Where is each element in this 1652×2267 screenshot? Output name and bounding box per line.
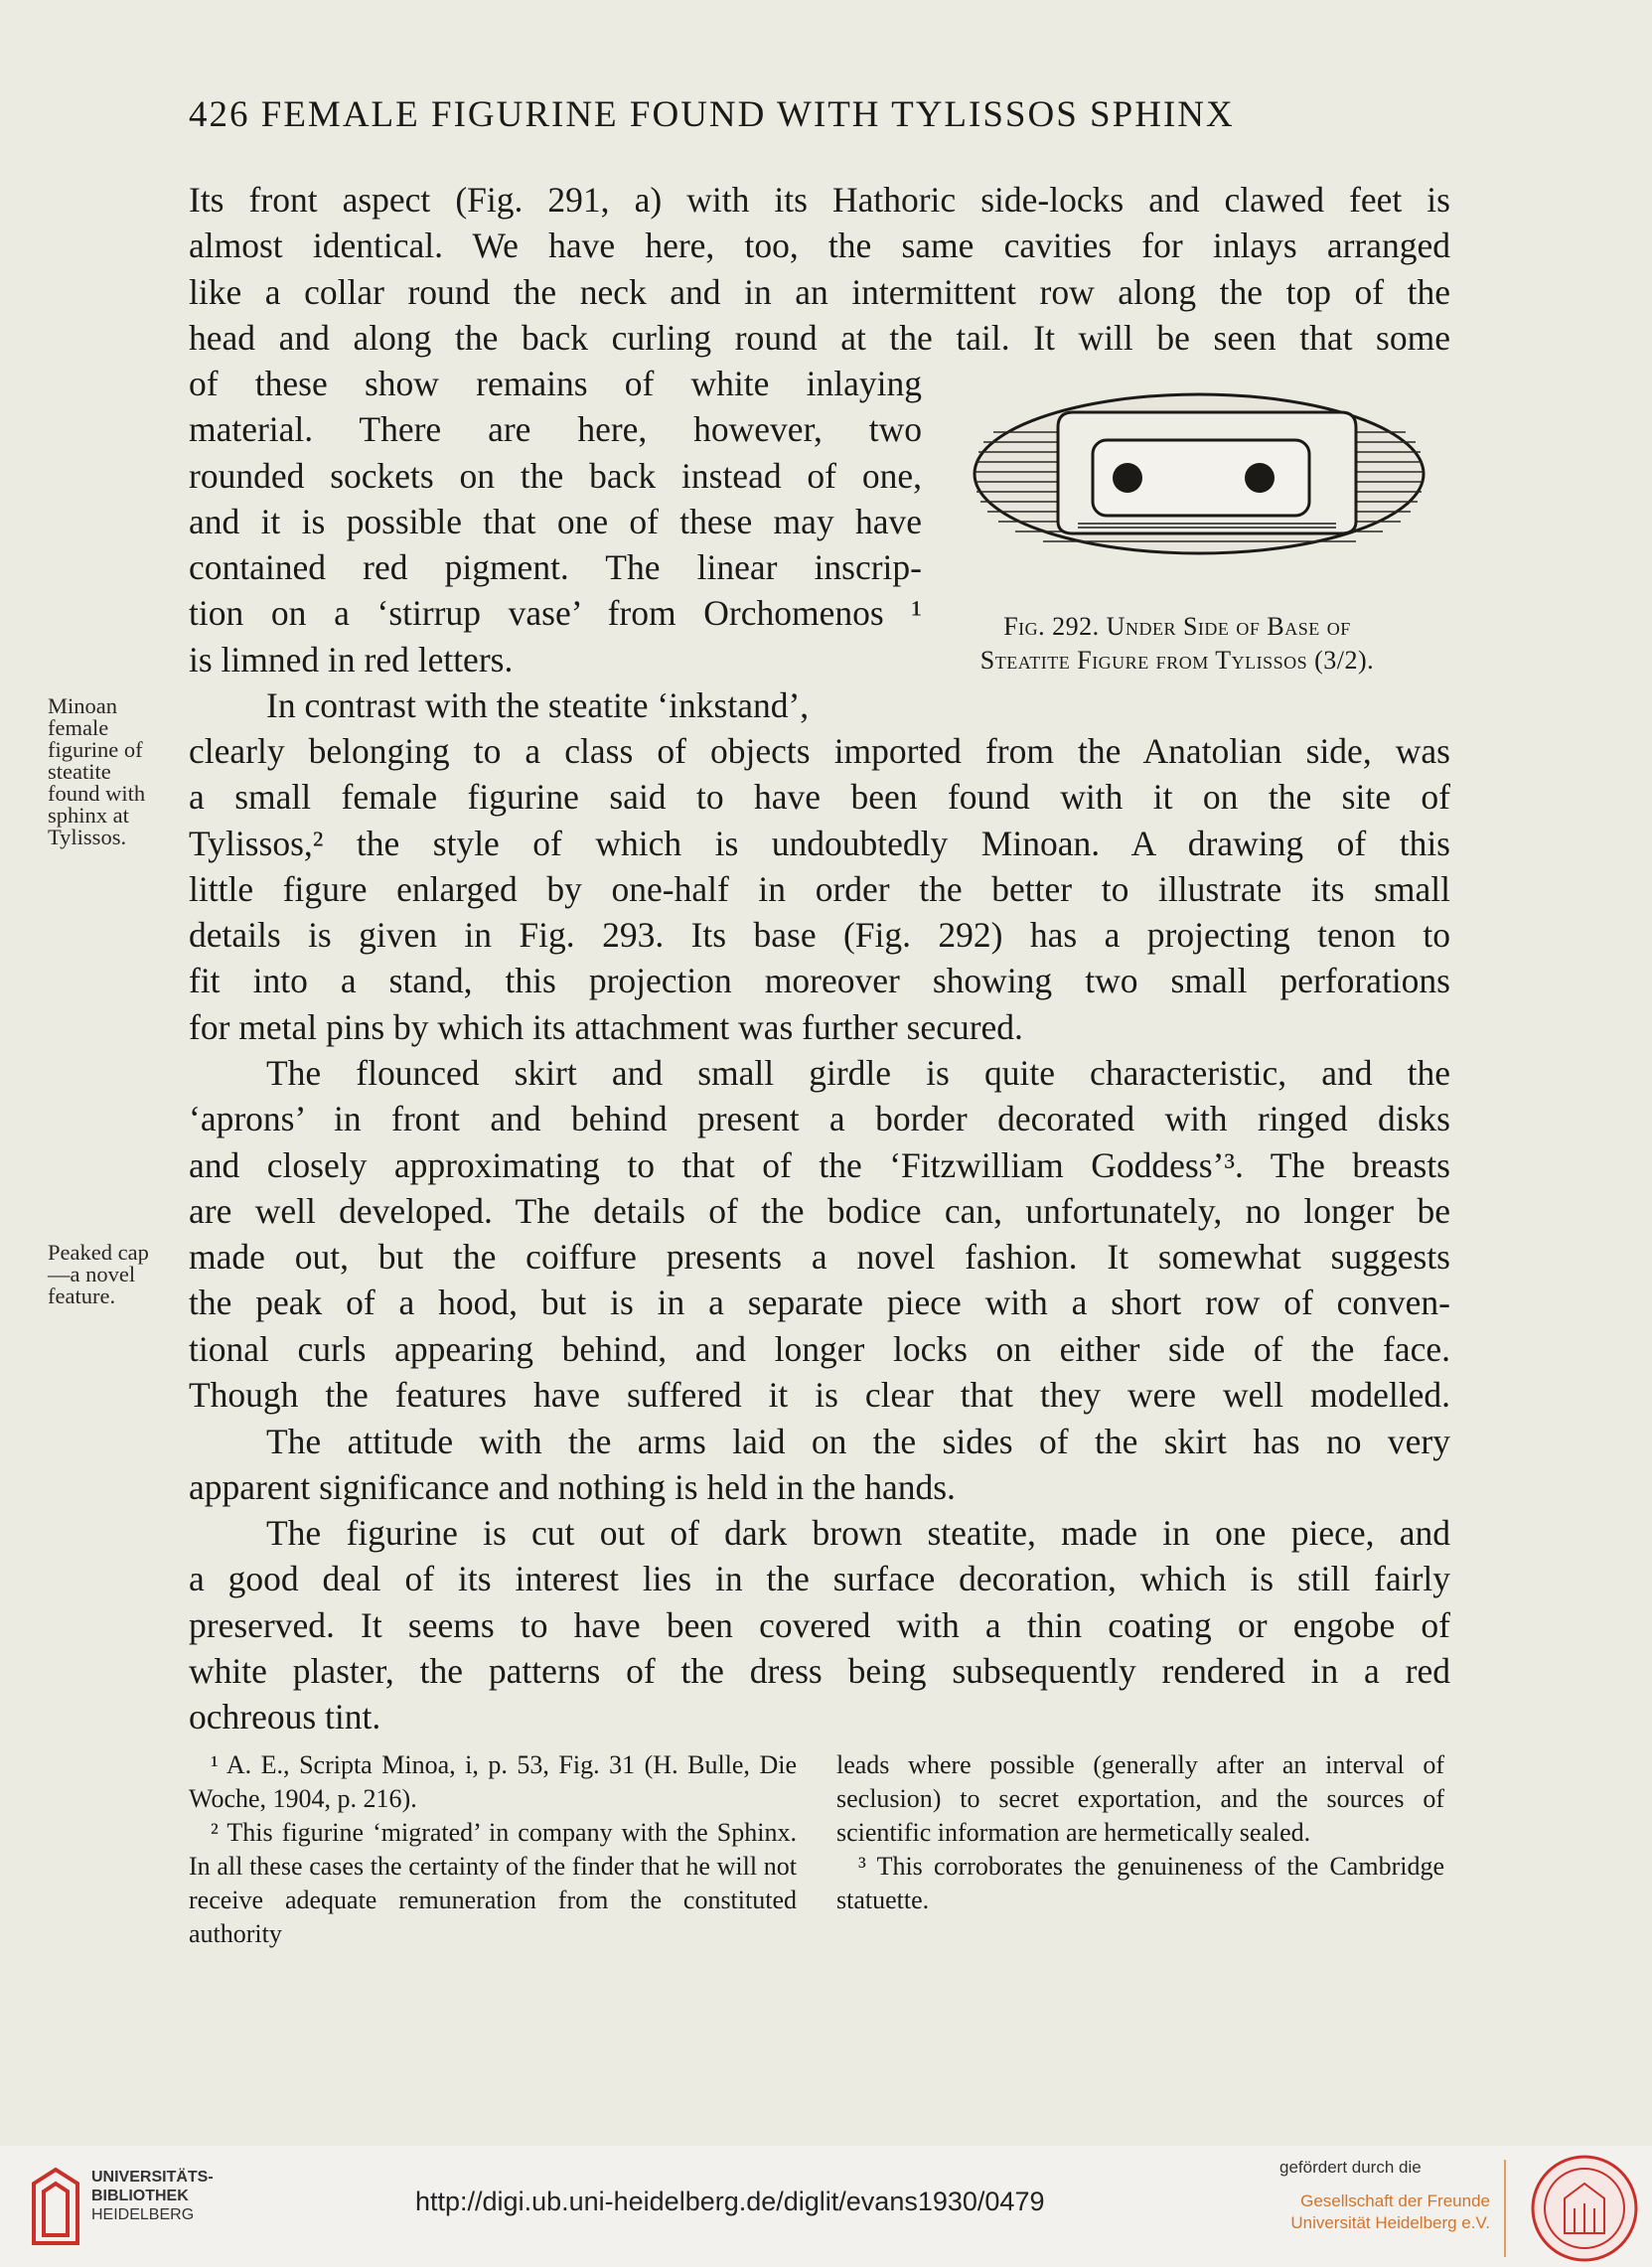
footnote-3: ³ This corroborates the genuineness of the Cambridge statuette. xyxy=(836,1852,1444,1914)
footnote-column-left xyxy=(189,1748,797,1951)
text-line: a small female figurine said to have been found with it on the site of xyxy=(189,777,1450,818)
text-line: tion on a ‘stirrup vase’ from Orchomenos ¹ xyxy=(189,593,922,634)
footer-divider xyxy=(1504,2160,1506,2257)
caption-line: Steatite Figure from Tylissos (3/2). xyxy=(979,646,1375,675)
text-line: clearly belonging to a class of objects imported from the Anatolian side, was xyxy=(189,731,1450,771)
text-line: fit into a stand, this projection moreover showing two small perforations xyxy=(189,961,1450,1001)
footnote-column-right xyxy=(836,1748,1444,1917)
library-name-line: BIBLIOTHEK xyxy=(91,2188,189,2204)
text-line: The figurine is cut out of dark brown steatite, made in one piece, and xyxy=(266,1513,1450,1553)
society-line: Universität Heidelberg e.V. xyxy=(1290,2213,1490,2232)
text-line: The flounced skirt and small girdle is quite characteristic, and the xyxy=(266,1053,1450,1093)
paragraph-1 xyxy=(189,177,1450,361)
footnote-2-continued: leads where possible (generally after an interval of seclusion) to secret exportation, and the sources of scientific information are hermetically sealed. xyxy=(836,1750,1444,1847)
footnote-2: ² This figurine ‘migrated’ in company with the Sphinx. In all these cases the certainty of the finder that he will not receive adequate remuneration from the constituted authority xyxy=(189,1818,797,1948)
paragraph-2-first xyxy=(189,682,922,728)
permalink-url[interactable]: http://digi.ub.uni-heidelberg.de/diglit/evans1930/0479 xyxy=(415,2187,1045,2216)
text-line: ochreous tint. xyxy=(189,1697,381,1738)
text-line: are well developed. The details of the bodice can, unfortunately, no longer be xyxy=(189,1190,1450,1231)
library-logo-icon xyxy=(26,2164,85,2251)
paragraph-3 xyxy=(189,1050,1450,1418)
paragraph-4 xyxy=(189,1419,1450,1511)
text-line: and closely approximating to that of the ‘Fitzwilliam Goddess’³. The breasts xyxy=(189,1144,1450,1185)
text-line: a good deal of its interest lies in the surface decoration, which is still fairly xyxy=(189,1559,1450,1599)
paragraph-2 xyxy=(189,728,1450,1050)
text-line: Tylissos,² the style of which is undoubtedly Minoan. A drawing of this xyxy=(189,823,1450,863)
text-line: tional curls appearing behind, and longer locks on either side of the face. xyxy=(189,1328,1450,1369)
university-seal-icon xyxy=(1530,2154,1639,2263)
text-line: the peak of a hood, but is in a separate piece with a short row of conven- xyxy=(189,1283,1450,1323)
margin-note-minoan: Minoan female figurine of steatite found with sphinx at Tylissos. xyxy=(48,693,146,849)
footnote-1: ¹ A. E., Scripta Minoa, i, p. 53, Fig. 31 (H. Bulle, Die Woche, 1904, p. 216). xyxy=(189,1750,797,1813)
text-line: of these show remains of white inlaying xyxy=(189,364,922,403)
society-name xyxy=(1279,2191,1490,2234)
text-line: Though the features have suffered it is clear that they were well modelled. xyxy=(189,1375,1450,1416)
library-name xyxy=(91,2168,214,2224)
text-line: The attitude with the arms laid on the sides of the skirt has no very xyxy=(266,1422,1450,1461)
funded-by-label: gefördert durch die xyxy=(1279,2158,1422,2177)
text-line: rounded sockets on the back instead of one, xyxy=(189,455,922,496)
text-line: Its front aspect (Fig. 291, a) with its Hathoric side-locks and clawed feet is xyxy=(189,180,1450,220)
text-line: is limned in red letters. xyxy=(189,639,514,680)
text-line: contained red pigment. The linear inscrip- xyxy=(189,547,922,588)
text-line: material. There are here, however, two xyxy=(189,409,922,450)
text-line: and it is possible that one of these may have xyxy=(189,501,922,541)
text-line: preserved. It seems to have been covered with a thin coating or engobe of xyxy=(189,1604,1450,1645)
paragraph-1-narrow xyxy=(189,361,922,682)
text-line: white plaster, the patterns of the dress being subsequently rendered in a red xyxy=(189,1650,1450,1691)
figure-292-base-drawing xyxy=(954,382,1450,571)
paragraph-5 xyxy=(189,1510,1450,1739)
text-line: for metal pins by which its attachment was further secured. xyxy=(189,1006,1023,1047)
text-line: little figure enlarged by one-half in order the better to illustrate its small xyxy=(189,868,1450,909)
text-line: apparent significance and nothing is held in the hands. xyxy=(189,1467,956,1508)
library-name-line: UNIVERSITÄTS- xyxy=(91,2169,214,2186)
text-line: almost identical. We have here, too, the same cavities for inlays arranged xyxy=(189,226,1450,266)
text-line: In contrast with the steatite ‘inkstand’, xyxy=(266,685,810,725)
figure-292-caption xyxy=(899,610,1455,678)
text-line: made out, but the coiffure presents a novel fashion. It somewhat suggests xyxy=(189,1237,1450,1278)
text-line: ‘aprons’ in front and behind present a border decorated with ringed disks xyxy=(189,1099,1450,1139)
text-line: head and along the back curling round at the tail. It will be seen that some xyxy=(189,317,1450,358)
text-line: like a collar round the neck and in an intermittent row along the top of the xyxy=(189,271,1450,312)
text-line: details is given in Fig. 293. Its base (Fig. 292) has a projecting tenon to xyxy=(189,915,1450,956)
society-line: Gesellschaft der Freunde xyxy=(1300,2191,1490,2210)
running-header: 426 FEMALE FIGURINE FOUND WITH TYLISSOS SPHINX xyxy=(189,94,1235,135)
caption-line: Fig. 292. Under Side of Base of xyxy=(1003,612,1351,641)
library-name-line: HEIDELBERG xyxy=(91,2206,195,2223)
margin-note-peaked-cap: Peaked cap—a novel feature. xyxy=(48,1240,149,1308)
